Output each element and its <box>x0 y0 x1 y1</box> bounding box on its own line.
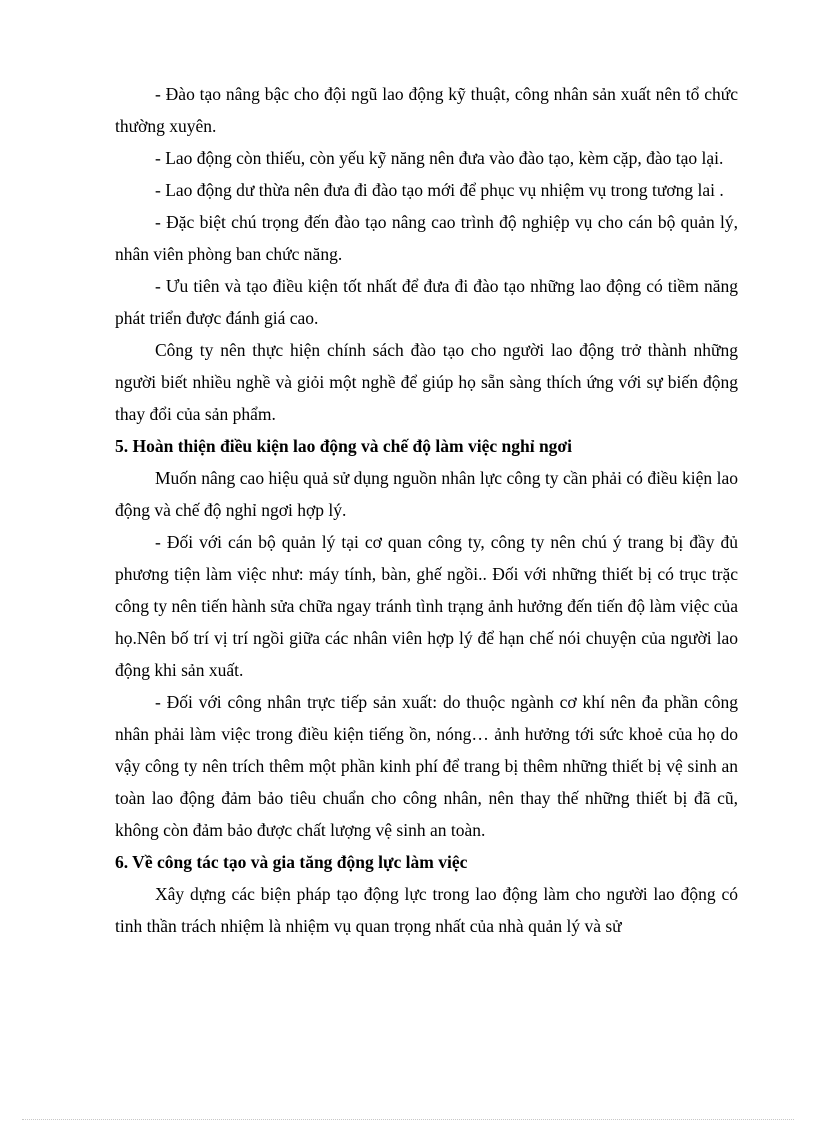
paragraph-motivation: Xây dựng các biện pháp tạo động lực trong lao động làm cho người lao động có tinh thần trách nhiệm là nhiệm vụ quan trọng nhất của nhà quản lý và sử <box>115 884 738 936</box>
section-heading-6: 6. Về công tác tạo và gia tăng động lực làm việc <box>115 852 468 872</box>
paragraph-priority-potential: - Ưu tiên và tạo điều kiện tốt nhất để đưa đi đào tạo những lao động có tiềm năng phát triển được đánh giá cao. <box>115 276 738 328</box>
paragraph-training-upgrade: - Đào tạo nâng bậc cho đội ngũ lao động kỹ thuật, công nhân sản xuất nên tổ chức thường xuyên. <box>115 84 738 136</box>
paragraph-working-conditions-intro: Muốn nâng cao hiệu quả sử dụng nguồn nhân lực công ty cần phải có điều kiện lao động và chế độ nghỉ ngơi hợp lý. <box>115 468 738 520</box>
paragraph-worker-safety: - Đối với công nhân trực tiếp sản xuất: do thuộc ngành cơ khí nên đa phần công nhân phải làm việc trong điều kiện tiếng ồn, nóng… ảnh hưởng tới sức khoẻ của họ do vậy công ty nên trích thêm một phần kinh phí để trang bị thêm những thiết bị vệ sinh an toàn lao động đảm bảo tiêu chuẩn cho công nhân, nên thay thế những thiết bị đã cũ, không còn đảm bảo được chất lượng vệ sinh an toàn. <box>115 692 738 840</box>
page-bottom-divider <box>22 1119 794 1120</box>
paragraph-multi-skill-policy: Công ty nên thực hiện chính sách đào tạo cho người lao động trở thành những người biết nhiều nghề và giỏi một nghề để giúp họ sẵn sàng thích ứng với sự biến động thay đổi của sản phẩm. <box>115 340 738 424</box>
paragraph-management-equipment: - Đối với cán bộ quản lý tại cơ quan công ty, công ty nên chú ý trang bị đầy đủ phương tiện làm việc như: máy tính, bàn, ghế ngồi.. Đối với những thiết bị có trục trặc công ty nên tiến hành sửa chữa ngay tránh tình trạng ảnh hưởng đến tiến độ làm việc của họ.Nên bố trí vị trí ngồi giữa các nhân viên hợp lý để hạn chế nói chuyện của người lao động khi sản xuất. <box>115 532 738 680</box>
document-body <box>115 78 738 942</box>
paragraph-labor-surplus: - Lao động dư thừa nên đưa đi đào tạo mới để phục vụ nhiệm vụ trong tương lai . <box>155 180 724 200</box>
paragraph-management-training: - Đặc biệt chú trọng đến đào tạo nâng cao trình độ nghiệp vụ cho cán bộ quản lý, nhân viên phòng ban chức năng. <box>115 212 738 264</box>
section-heading-5: 5. Hoàn thiện điều kiện lao động và chế độ làm việc nghỉ ngơi <box>115 436 572 456</box>
paragraph-labor-shortage: - Lao động còn thiếu, còn yếu kỹ năng nên đưa vào đào tạo, kèm cặp, đào tạo lại. <box>155 148 724 168</box>
